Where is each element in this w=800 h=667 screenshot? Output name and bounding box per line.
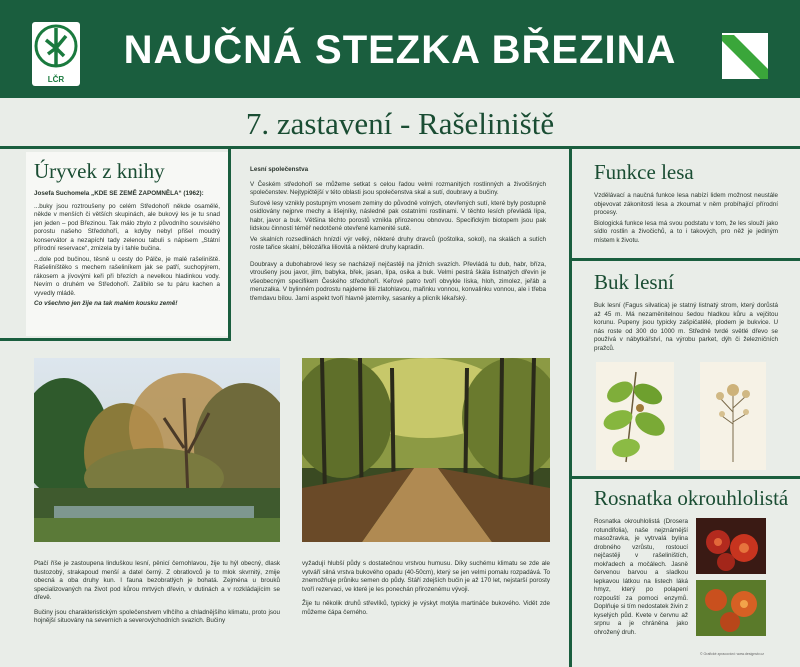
page-title: NAUČNÁ STEZKA BŘEZINA (123, 28, 677, 72)
uryvek-paragraph: ...dole pod bučinou, těsně u cesty do Pálče, je malé rašeliniště. Rašeliníštěko s mechem rašeliníkem jak se patří, suchopýrem, rákosem a jívovými keři při březích a nevelkou hladinkou vody. Nevím o druhém ve Středohoří. Zalíbilo se tu páru kachen a vyvedly mládě. (34, 255, 220, 297)
divider (572, 258, 800, 261)
lesni-heading: Lesní společenstva (250, 166, 309, 173)
funkce-text (594, 192, 778, 247)
rosnatka-paragraph: Rosnatka okrouhlolistá (Drosera rotundifolia), naše nejznámější masožravka, je vytrvalá bylina drobného vzrůstu, rostoucí nejčastěji v rašeliništích, mokřadech a močálech. Jasně červenou barvou a sladkou lepkavou látkou na listech láká hmyz, který po polapení rozpouští za pomoci enzymů. Doplňuje si tím nedostatek živin z kyselých půd. Kvete v červnu až srpnu a je chráněna jako ohrožený druh. (594, 518, 688, 636)
sundew-photo-top (696, 518, 766, 574)
lcr-logo (32, 22, 80, 86)
funkce-paragraph: Biologická funkce lesa má svou podstatu v tom, že les slouží jako sídlo rostlin a živočichů, a to i takových, pro něž je jediným místem k životu. (594, 219, 778, 244)
strevlik-paragraph: Žije tu několik druhů střevlíků, typický je výskyt motýla martináče bukového. Vidět zde můžeme čápa černého. (302, 600, 550, 616)
divider (228, 149, 231, 341)
divider (0, 338, 231, 341)
footer-credit: © Grafické zpracování: www.designstv.cz (700, 652, 764, 656)
uryvek-author: Josefa Suchomela „KDE SE ZEMĚ ZAPOMNĚLA“ (1962): (34, 190, 204, 197)
uryvek-quote: Co všechno jen žije na tak malém kousku země! (34, 300, 178, 307)
fauna-paragraph: Ptačí říše je zastoupena linduškou lesní, pěnicí černohlavou, žije tu hýl obecný, dlask tlustozobý, strakapoud menší a datel černý. Z obratlovců je to mlok skvrnitý, zmije obecná a oba druhy kun. I fauna bezobratlých je bohatá. Zejména u brouků specializovaných na život pod kůrou mrtvých dřevin, v dutinách a v rozkládajícím se dřevě. (34, 560, 280, 601)
lesni-paragraph: V Českém středohoří se můžeme setkat s celou řadou velmi rozmanitých rostlinných a živočišných společenstev. Nejtypičtější v této oblasti jsou společenstva skal a sutí, doubravy a bučiny. (250, 180, 546, 196)
beech-flower-illustration (700, 362, 766, 470)
buk-paragraph: Buk lesní (Fagus silvatica) je statný listnatý strom, který dorůstá až 45 m. Má nezaměnitelnou šedou hladkou kůru a vejčitou korunu. Pupeny jsou typicky zašpičatělé, plodem je bukvice. U nás roste od 300 do 1000 m. Středně tvrdé světlé dřevo se používá v nábytkářství, na výrobu parket, dýh či železničních pražců. (594, 302, 778, 352)
divider (572, 476, 800, 479)
lesni-paragraph: Suťové lesy vznikly postupným vnosem zeminy do původně volných, otevřených sutí, které byly postupně osidlovány nejprve mechy a lišejníky, následně pak ostatními rostlinami. V těchto lesích převládá lípa, habr, javor a buk. Většina těchto porostů vznikla přirozenou obnovou. Specifickým biotopem jsou pak lidskou činností téměř nedotčené otevřené kamenité sutě. (250, 199, 546, 232)
forest-path-photo (302, 358, 550, 542)
forest-pond-photo (34, 358, 280, 542)
uryvek-text (34, 190, 220, 311)
buciny-paragraph-cont: vyžadují hlubší půdy s dostatečnou vrstvou humusu. Díky suchému klimatu se zde ale vytváří silná vrstva bukového opadu (40-50cm), který se jen velmi pomalu rozpadává. To znemožňuje průniku semen do půdy. Stáří zdejších bučin je až 170 let, nejstarší porosty tvoří rezervaci, ve které je les ponechán přirozenému vývoji. (302, 560, 550, 593)
uryvek-paragraph: ...buky jsou roztroušeny po celém Středohoří někde osamělé, někde v menších či větších skupinách, ale bukový les je tu snad jen jeden – pod Březinou. Tak málo zbylo z původního souvislého porostu našeho Středohoří, a kdyby nebyl přišel moudrý konservátor a nezapíchl tady zelenou tabuli s nápisem „Státní přírodní reservace“, zmizela by i tahle bučina. (34, 202, 220, 252)
buk-heading: Buk lesní (594, 270, 674, 294)
divider (0, 146, 800, 149)
funkce-paragraph: Vzdělávací a naučná funkce lesa nabízí lidem možnost neustále objevovat zákonitosti lesa a zkoumat v něm probíhající přírodní procesy. (594, 192, 778, 216)
bottom-left-text (34, 560, 280, 628)
bottom-right-text (302, 560, 550, 619)
lcr-logo-icon (32, 22, 80, 74)
logo-text: LČR (47, 75, 65, 84)
region-flag-icon (722, 33, 768, 79)
rosnatka-heading: Rosnatka okrouhlolistá (594, 486, 789, 510)
lesni-paragraph: Doubravy a dubohabrové lesy se nacházejí nejčastěji na jižních svazích. Převládá tu dub, habr, bříza, vtroušeny jsou javor, jilm, babyka, břek, jasan, lípa, osika a buk. Velmi pestrá škála listnatých dřevin je všeobecným specifikem Českého středohoří. Keřové patro tvoří obvykle líska, hloh, zimolez, jeřáb a meruzalka. V bylinném podrostu najdeme lilii zlatohlavou, mařinku vonnou, konvalinku vonnou, ale i třeba třemdavu bílou. Jarní aspekt tvoří hlavně jaterníky, sasanky a plicník lékařský. (250, 260, 546, 302)
buk-text (594, 302, 778, 355)
lesni-text (250, 166, 546, 305)
lesni-paragraph: Ve skalních rozsedlinách hnízdí výr velký, některé druhy dravců (poštolka, sokol), na skalách a sutích roste tařice skalní, bělozářka liliovitá a některé druhy kapradin. (250, 235, 546, 251)
funkce-heading: Funkce lesa (594, 160, 694, 184)
uryvek-heading: Úryvek z knihy (34, 159, 165, 183)
header-banner (0, 0, 800, 98)
buciny-paragraph: Bučiny jsou charakteristickým společenstvem vlhčího a chladnějšího klimatu, proto jsou hojnější situovány na severních a severovýchodních svazích. Bučiny (34, 608, 280, 624)
divider (569, 149, 572, 667)
beech-leaf-illustration (596, 362, 674, 470)
sundew-photo-bottom (696, 580, 766, 636)
stop-subtitle: 7. zastavení - Rašeliniště (245, 106, 555, 141)
rosnatka-text (594, 518, 688, 639)
